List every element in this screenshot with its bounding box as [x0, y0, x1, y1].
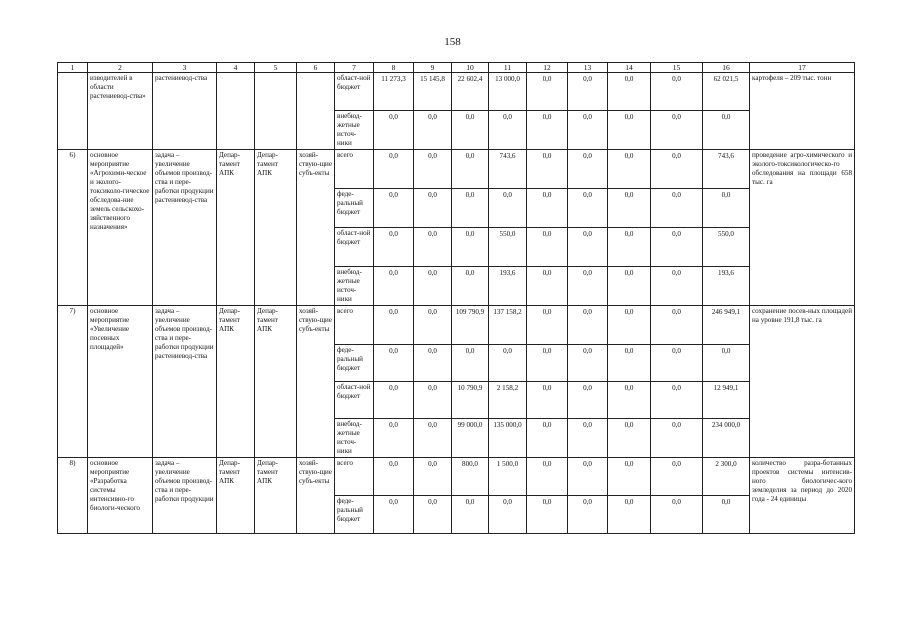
amount-cell: 743,6 — [489, 150, 527, 189]
amount-cell: 0,0 — [568, 73, 608, 111]
amount-cell: 0,0 — [452, 228, 489, 267]
measure-task: задача – увеличение объемов производ-ства и пере-работки продукции растениевод-ства — [153, 306, 217, 458]
measure-name: основное мероприятие «Увеличение посевных площадей» — [88, 306, 153, 458]
header-col-number: 17 — [750, 63, 855, 73]
amount-cell: 0,0 — [651, 150, 703, 189]
amount-cell: 0,0 — [608, 306, 651, 345]
participants — [297, 73, 335, 150]
amount-cell: 12 949,1 — [703, 382, 750, 419]
header-col-number: 9 — [414, 63, 452, 73]
amount-cell: 0,0 — [608, 267, 651, 306]
header-col-number: 8 — [374, 63, 414, 73]
amount-cell: 0,0 — [651, 345, 703, 382]
amount-cell: 0,0 — [452, 111, 489, 150]
amount-cell: 0,0 — [568, 419, 608, 458]
amount-cell: 0,0 — [651, 458, 703, 496]
amount-cell: 0,0 — [527, 73, 568, 111]
amount-cell: 0,0 — [608, 496, 651, 534]
amount-cell: 193,6 — [703, 267, 750, 306]
header-col-number: 12 — [527, 63, 568, 73]
amount-cell: 0,0 — [414, 306, 452, 345]
amount-cell: 0,0 — [374, 228, 414, 267]
amount-cell: 0,0 — [651, 189, 703, 228]
amount-cell: 0,0 — [452, 267, 489, 306]
header-col-number: 6 — [297, 63, 335, 73]
participants: хозяй-ствую-щие субъ-екты — [297, 306, 335, 458]
amount-cell: 62 021,5 — [703, 73, 750, 111]
amount-cell: 11 273,3 — [374, 73, 414, 111]
amount-cell: 0,0 — [414, 150, 452, 189]
responsible-executor — [217, 73, 255, 150]
funding-source: феде-ральный бюджет — [335, 189, 374, 228]
amount-cell: 0,0 — [651, 111, 703, 150]
co-executor — [255, 73, 297, 150]
amount-cell: 0,0 — [703, 345, 750, 382]
amount-cell: 109 790,9 — [452, 306, 489, 345]
amount-cell: 0,0 — [374, 458, 414, 496]
amount-cell: 0,0 — [608, 345, 651, 382]
amount-cell: 0,0 — [568, 267, 608, 306]
header-col-number: 2 — [88, 63, 153, 73]
amount-cell: 550,0 — [703, 228, 750, 267]
amount-cell: 0,0 — [527, 419, 568, 458]
amount-cell: 0,0 — [374, 306, 414, 345]
amount-cell: 0,0 — [414, 267, 452, 306]
amount-cell: 0,0 — [568, 189, 608, 228]
header-col-number: 3 — [153, 63, 217, 73]
responsible-executor: Депар-тамент АПК — [217, 306, 255, 458]
amount-cell: 1 500,0 — [489, 458, 527, 496]
measure-task: растениевод-ства — [153, 73, 217, 150]
amount-cell: 0,0 — [414, 382, 452, 419]
header-col-number: 1 — [58, 63, 88, 73]
amount-cell: 0,0 — [608, 150, 651, 189]
table-row — [58, 458, 855, 496]
amount-cell: 0,0 — [608, 419, 651, 458]
amount-cell: 0,0 — [651, 496, 703, 534]
measure-task: задача – увеличение объемов производ-ства и пере-работки продукции растениевод-ства — [153, 150, 217, 306]
amount-cell: 0,0 — [374, 382, 414, 419]
amount-cell: 0,0 — [527, 306, 568, 345]
amount-cell: 0,0 — [568, 496, 608, 534]
header-col-number: 14 — [608, 63, 651, 73]
amount-cell: 0,0 — [651, 228, 703, 267]
amount-cell: 800,0 — [452, 458, 489, 496]
amount-cell: 0,0 — [527, 458, 568, 496]
amount-cell: 135 000,0 — [489, 419, 527, 458]
funding-source: феде-ральный бюджет — [335, 345, 374, 382]
amount-cell: 99 000,0 — [452, 419, 489, 458]
funding-source: внебюд-жетные источ-ники — [335, 111, 374, 150]
amount-cell: 10 790,9 — [452, 382, 489, 419]
amount-cell: 0,0 — [489, 189, 527, 228]
amount-cell: 193,6 — [489, 267, 527, 306]
amount-cell: 15 145,8 — [414, 73, 452, 111]
amount-cell: 0,0 — [374, 496, 414, 534]
amount-cell: 0,0 — [527, 189, 568, 228]
amount-cell: 0,0 — [527, 267, 568, 306]
header-col-number: 5 — [255, 63, 297, 73]
amount-cell: 0,0 — [568, 458, 608, 496]
measure-name: основное мероприятие «Агрохими-ческое и эколого-токсиколо-гическое обследова-ние земель сельскохо-зяйственного назначения» — [88, 150, 153, 306]
header-col-number: 11 — [489, 63, 527, 73]
expected-result: сохранение посев-ных площадей на уровне 191,8 тыс. га — [750, 306, 855, 458]
amount-cell: 0,0 — [452, 150, 489, 189]
header-col-number: 7 — [335, 63, 374, 73]
amount-cell: 0,0 — [651, 382, 703, 419]
amount-cell: 0,0 — [374, 150, 414, 189]
amount-cell: 0,0 — [414, 189, 452, 228]
header-col-number: 10 — [452, 63, 489, 73]
amount-cell: 0,0 — [703, 189, 750, 228]
amount-cell: 550,0 — [489, 228, 527, 267]
amount-cell: 0,0 — [651, 419, 703, 458]
co-executor: Депар-тамент АПК — [255, 458, 297, 534]
table-row — [58, 306, 855, 345]
header-row — [58, 63, 855, 73]
expected-result: картофеля – 209 тыс. тонн — [750, 73, 855, 150]
amount-cell: 0,0 — [608, 111, 651, 150]
amount-cell: 0,0 — [374, 345, 414, 382]
amount-cell: 0,0 — [414, 228, 452, 267]
amount-cell: 137 158,2 — [489, 306, 527, 345]
amount-cell: 0,0 — [651, 73, 703, 111]
amount-cell: 0,0 — [568, 382, 608, 419]
amount-cell: 0,0 — [568, 345, 608, 382]
funding-source: област-ной бюджет — [335, 382, 374, 419]
measure-name: изводителей в области растениевод-ства» — [88, 73, 153, 150]
amount-cell: 0,0 — [608, 189, 651, 228]
table-row — [58, 150, 855, 189]
amount-cell: 0,0 — [568, 150, 608, 189]
amount-cell: 0,0 — [374, 189, 414, 228]
funding-source: всего — [335, 458, 374, 496]
funding-source: внебюд-жетные источ-ники — [335, 419, 374, 458]
header-col-number: 13 — [568, 63, 608, 73]
funding-source: всего — [335, 150, 374, 189]
amount-cell: 0,0 — [452, 345, 489, 382]
amount-cell: 0,0 — [608, 228, 651, 267]
amount-cell: 0,0 — [452, 496, 489, 534]
header-col-number: 15 — [651, 63, 703, 73]
table-row — [58, 73, 855, 111]
amount-cell: 0,0 — [608, 458, 651, 496]
amount-cell: 0,0 — [527, 496, 568, 534]
amount-cell: 0,0 — [568, 306, 608, 345]
participants: хозяй-ствую-щие субъ-екты — [297, 458, 335, 534]
row-number: 6) — [58, 150, 88, 306]
amount-cell: 0,0 — [414, 345, 452, 382]
amount-cell: 0,0 — [374, 267, 414, 306]
amount-cell: 2 300,0 — [703, 458, 750, 496]
amount-cell: 0,0 — [527, 150, 568, 189]
amount-cell: 0,0 — [374, 419, 414, 458]
row-number — [58, 73, 88, 150]
funding-source: област-ной бюджет — [335, 73, 374, 111]
funding-source: феде-ральный бюджет — [335, 496, 374, 534]
measure-task: задача – увеличение объемов производ-ства и пере-работки продукции — [153, 458, 217, 534]
amount-cell: 0,0 — [568, 111, 608, 150]
amount-cell: 0,0 — [527, 228, 568, 267]
funding-source: област-ной бюджет — [335, 228, 374, 267]
measure-name: основное мероприятие «Разработка системы интенсивно-го биологи-ческого — [88, 458, 153, 534]
row-number: 7) — [58, 306, 88, 458]
program-table — [57, 62, 855, 534]
amount-cell: 0,0 — [489, 496, 527, 534]
participants: хозяй-ствую-щие субъ-екты — [297, 150, 335, 306]
amount-cell: 743,6 — [703, 150, 750, 189]
amount-cell: 0,0 — [414, 111, 452, 150]
amount-cell: 0,0 — [489, 345, 527, 382]
amount-cell: 0,0 — [703, 496, 750, 534]
amount-cell: 0,0 — [608, 73, 651, 111]
amount-cell: 0,0 — [414, 496, 452, 534]
amount-cell: 0,0 — [527, 382, 568, 419]
amount-cell: 0,0 — [489, 111, 527, 150]
amount-cell: 234 000,0 — [703, 419, 750, 458]
amount-cell: 0,0 — [527, 111, 568, 150]
amount-cell: 0,0 — [414, 419, 452, 458]
amount-cell: 22 602,4 — [452, 73, 489, 111]
amount-cell: 0,0 — [527, 345, 568, 382]
co-executor: Депар-тамент АПК — [255, 306, 297, 458]
funding-source: всего — [335, 306, 374, 345]
responsible-executor: Депар-тамент АПК — [217, 458, 255, 534]
page-number: 158 — [444, 36, 461, 48]
amount-cell: 13 000,0 — [489, 73, 527, 111]
amount-cell: 0,0 — [651, 306, 703, 345]
expected-result: проведение агро-химического и эколого-токсикологическо-го обследования на площади 658 тыс. га — [750, 150, 855, 306]
funding-source: внебюд-жетные источ-ники — [335, 267, 374, 306]
row-number: 8) — [58, 458, 88, 534]
amount-cell: 246 949,1 — [703, 306, 750, 345]
responsible-executor: Депар-тамент АПК — [217, 150, 255, 306]
header-col-number: 16 — [703, 63, 750, 73]
amount-cell: 0,0 — [414, 458, 452, 496]
amount-cell: 0,0 — [568, 228, 608, 267]
header-col-number: 4 — [217, 63, 255, 73]
amount-cell: 0,0 — [374, 111, 414, 150]
amount-cell: 2 158,2 — [489, 382, 527, 419]
co-executor: Депар-тамент АПК — [255, 150, 297, 306]
amount-cell: 0,0 — [608, 382, 651, 419]
expected-result: количество разра-ботанных проектов системы интенсив-ного биологичес-кого земледелия за период до 2020 года - 24 единицы — [750, 458, 855, 534]
amount-cell: 0,0 — [651, 267, 703, 306]
amount-cell: 0,0 — [703, 111, 750, 150]
amount-cell: 0,0 — [452, 189, 489, 228]
